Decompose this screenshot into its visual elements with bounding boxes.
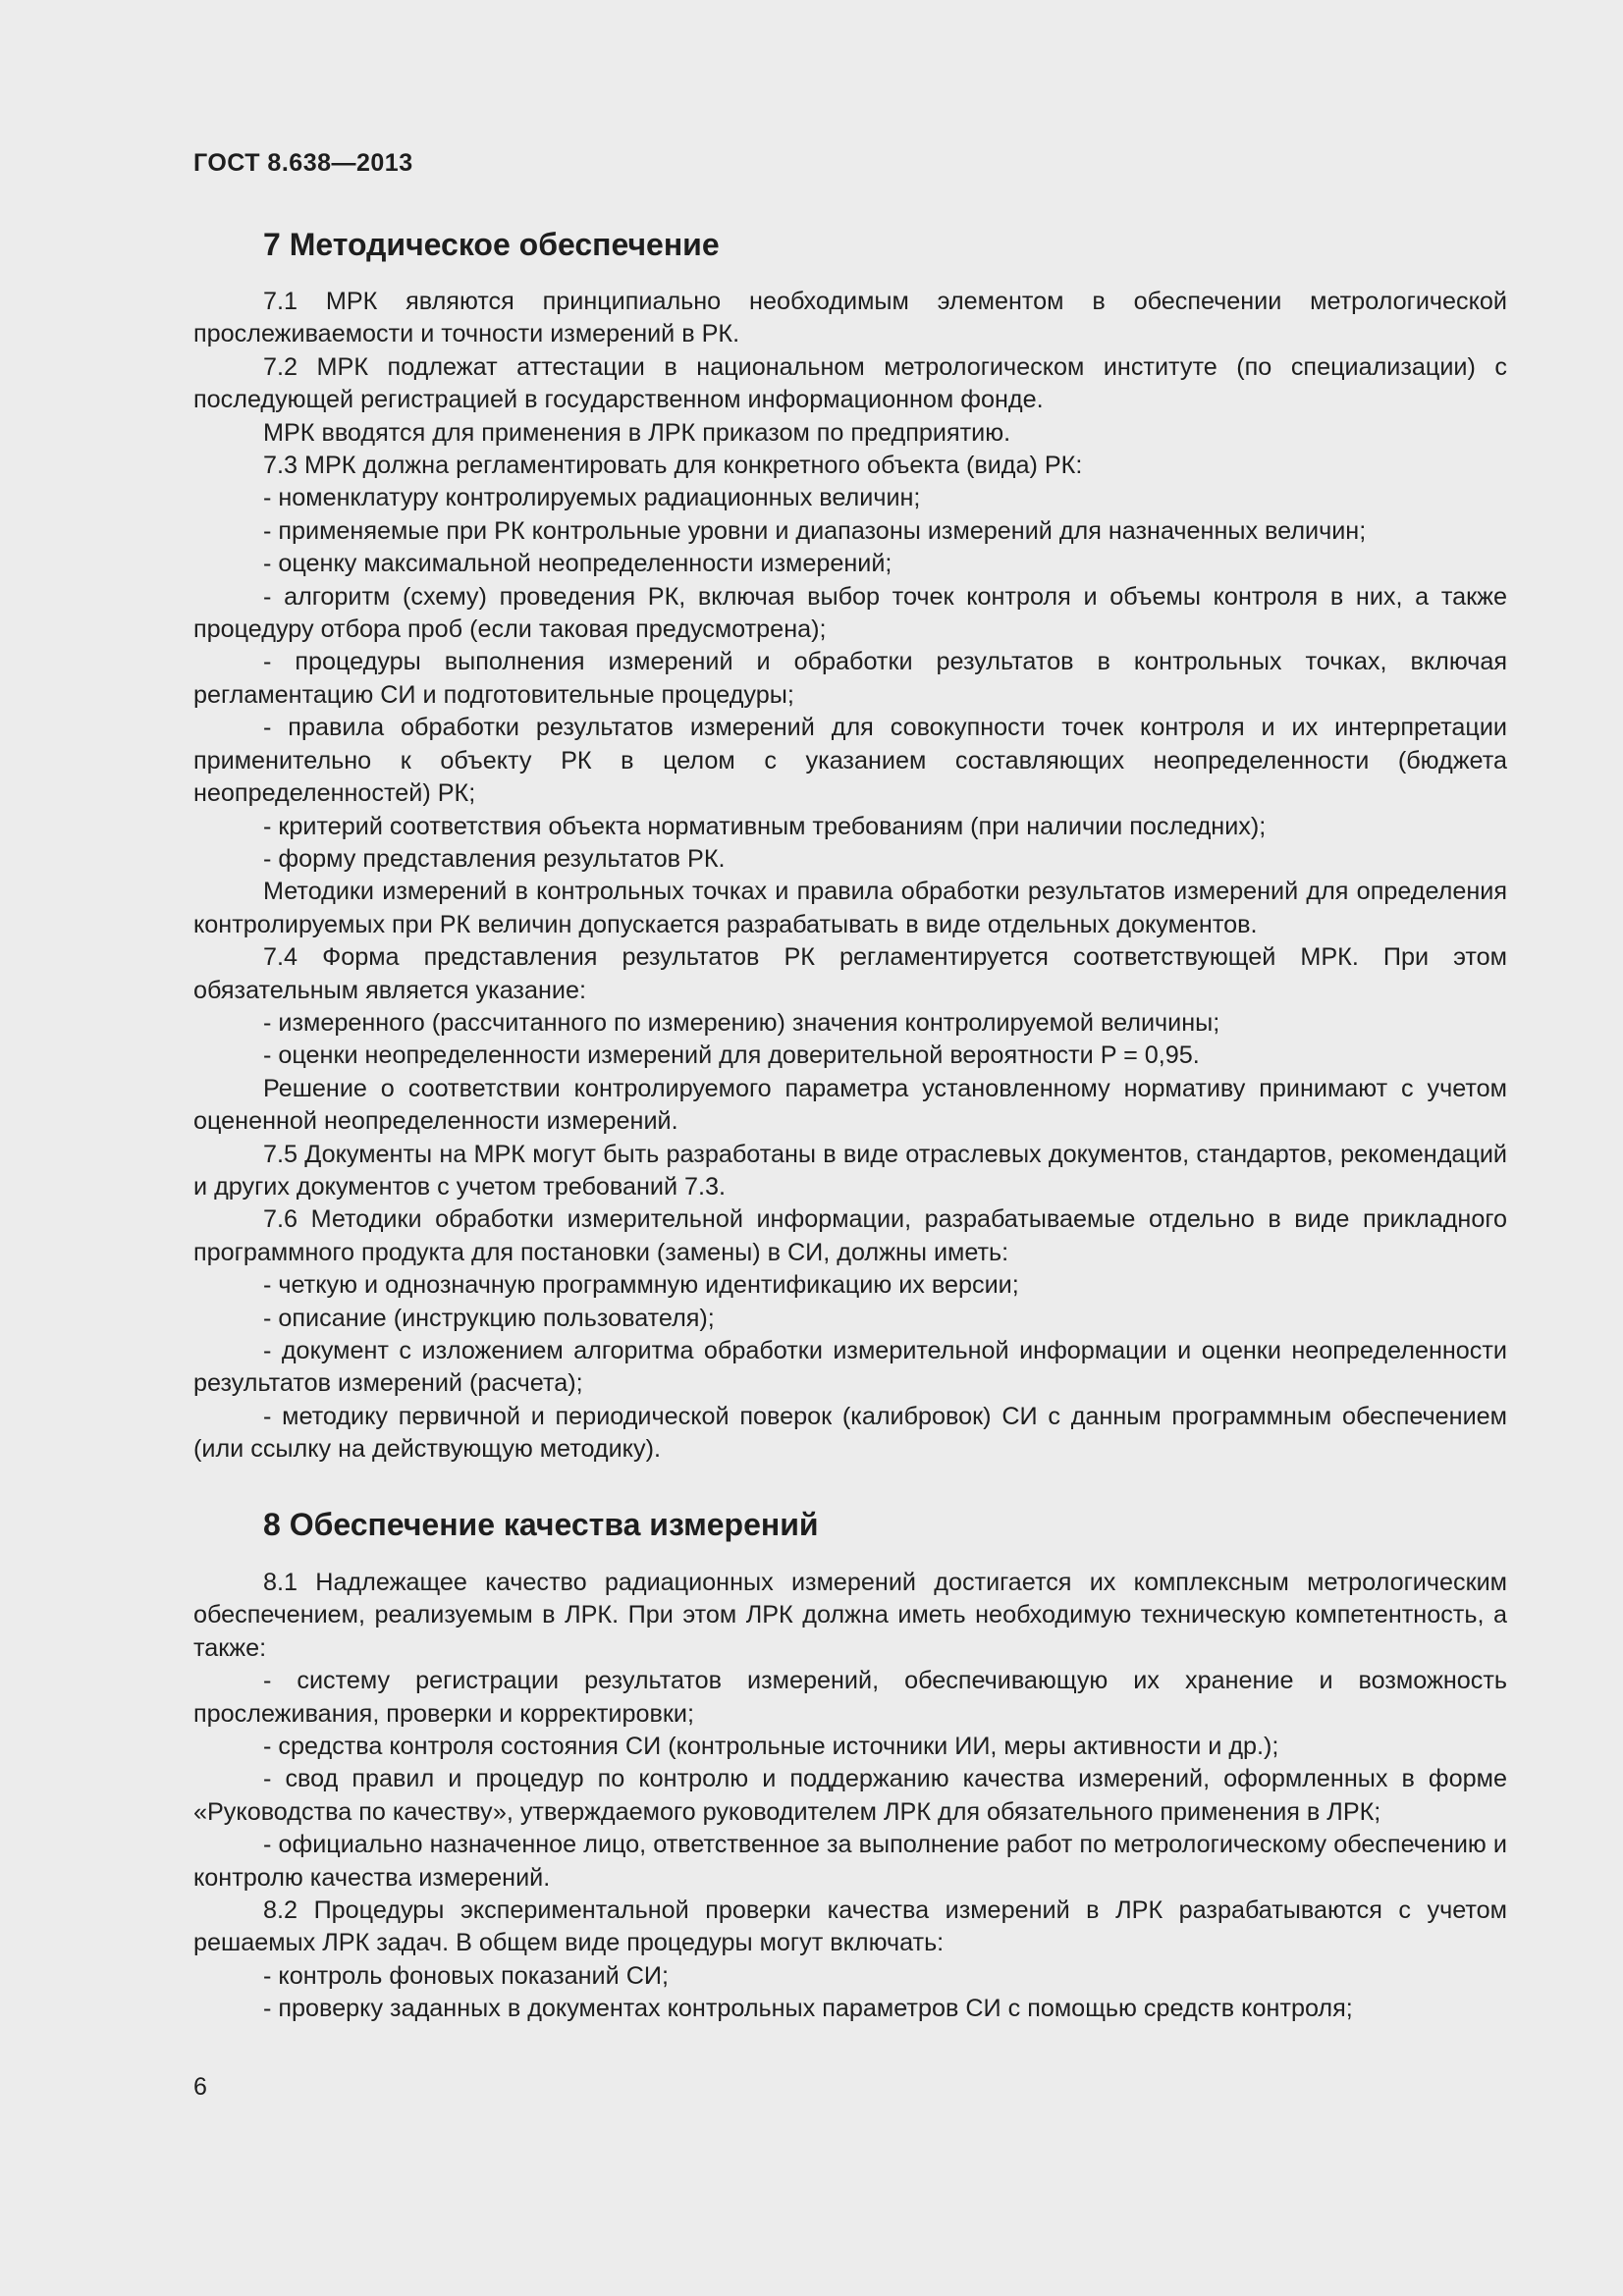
list-item: - критерий соответствия объекта нормативным требованиям (при наличии последних); [263,812,1267,840]
list-item: - правила обработки результатов измерений для совокупности точек контроля и их интерпретации применительно к объекту РК в целом с указанием составляющих неопределенности (бюджета неопределенностей) РК; [193,714,1507,808]
list-item: - документ с изложением алгоритма обработки измерительной информации и оценки неопределенности результатов измерений (расчета); [193,1337,1507,1398]
paragraph: 8.2 Процедуры экспериментальной проверки качества измерений в ЛРК разрабатываются с учетом решаемых ЛРК задач. В общем виде процедуры могут включать: [193,1896,1507,1957]
list-item: - процедуры выполнения измерений и обработки результатов в контрольных точках, включая регламентацию СИ и подготовительные процедуры; [193,648,1507,709]
paragraph: 7.2 МРК подлежат аттестации в национальном метрологическом институте (по специализации) с последующей регистрацией в государственном информационном фонде. [193,352,1507,414]
list-item: - контроль фоновых показаний СИ; [263,1961,669,1990]
document-code: ГОСТ 8.638—2013 [193,149,413,177]
page-number: 6 [193,2073,207,2101]
section-8-title: 8 Обеспечение качества измерений [263,1507,819,1542]
paragraph: 7.3 МРК должна регламентировать для конкретного объекта (вида) РК: [263,452,1083,480]
list-item: - форму представления результатов РК. [263,844,726,873]
paragraph: Решение о соответствии контролируемого параметра установленному нормативу принимают с учетом оцененной неопределенности измерений. [193,1074,1507,1136]
list-item: - описание (инструкцию пользователя); [263,1304,715,1332]
list-item: - систему регистрации результатов измерений, обеспечивающую их хранение и возможность прослеживания, проверки и корректировки; [193,1667,1507,1728]
paragraph: 8.1 Надлежащее качество радиационных измерений достигается их комплексным метрологическим обеспечением, реализуемым в ЛРК. При этом ЛРК должна иметь необходимую техническую компетентность, а также: [193,1569,1507,1662]
list-item: - средства контроля состояния СИ (контрольные источники ИИ, меры активности и др.); [263,1733,1279,1761]
list-item: - оценку максимальной неопределенности измерений; [263,550,893,578]
list-item: - свод правил и процедур по контролю и поддержанию качества измерений, оформленных в форме «Руководства по качеству», утверждаемого руководителем ЛРК для обязательного применения в ЛРК; [193,1765,1507,1826]
section-7-title: 7 Методическое обеспечение [263,227,720,262]
paragraph: 7.5 Документы на МРК могут быть разработаны в виде отраслевых документов, стандартов, рекомендаций и других документов с учетом требований 7.3. [193,1140,1507,1201]
paragraph: 7.6 Методики обработки измерительной информации, разрабатываемые отдельно в виде прикладного программного продукта для постановки (замены) в СИ, должны иметь: [193,1205,1507,1266]
list-item: - измеренного (рассчитанного по измерению) значения контролируемой величины; [263,1008,1220,1037]
paragraph: 7.1 МРК являются принципиально необходимым элементом в обеспечении метрологической прослеживаемости и точности измерений в РК. [193,288,1507,348]
list-item: - номенклатуру контролируемых радиационных величин; [263,484,921,512]
list-item: - применяемые при РК контрольные уровни и диапазоны измерений для назначенных величин; [263,516,1367,545]
paragraph: 7.4 Форма представления результатов РК регламентируется соответствующей МРК. При этом обязательным является указание: [193,943,1507,1004]
list-item: - четкую и однозначную программную идентификацию их версии; [263,1271,1019,1300]
paragraph: МРК вводятся для применения в ЛРК приказом по предприятию. [263,418,1011,447]
list-item: - алгоритм (схему) проведения РК, включая выбор точек контроля и объемы контроля в них, а также процедуру отбора проб (если таковая предусмотрена); [193,582,1507,644]
list-item: - оценки неопределенности измерений для доверительной вероятности P = 0,95. [263,1041,1200,1070]
paragraph: Методики измерений в контрольных точках и правила обработки результатов измерений для определения контролируемых при РК величин допускается разрабатывать в виде отдельных документов. [193,878,1507,938]
section-8-body [193,1567,1507,2026]
list-item: - методику первичной и периодической поверок (калибровок) СИ с данным программным обеспечением (или ссылку на действующую методику). [193,1402,1507,1464]
section-7-body [193,286,1507,1467]
list-item: - официально назначенное лицо, ответственное за выполнение работ по метрологическому обеспечению и контролю качества измерений. [193,1831,1507,1892]
list-item: - проверку заданных в документах контрольных параметров СИ с помощью средств контроля; [263,1995,1353,2023]
